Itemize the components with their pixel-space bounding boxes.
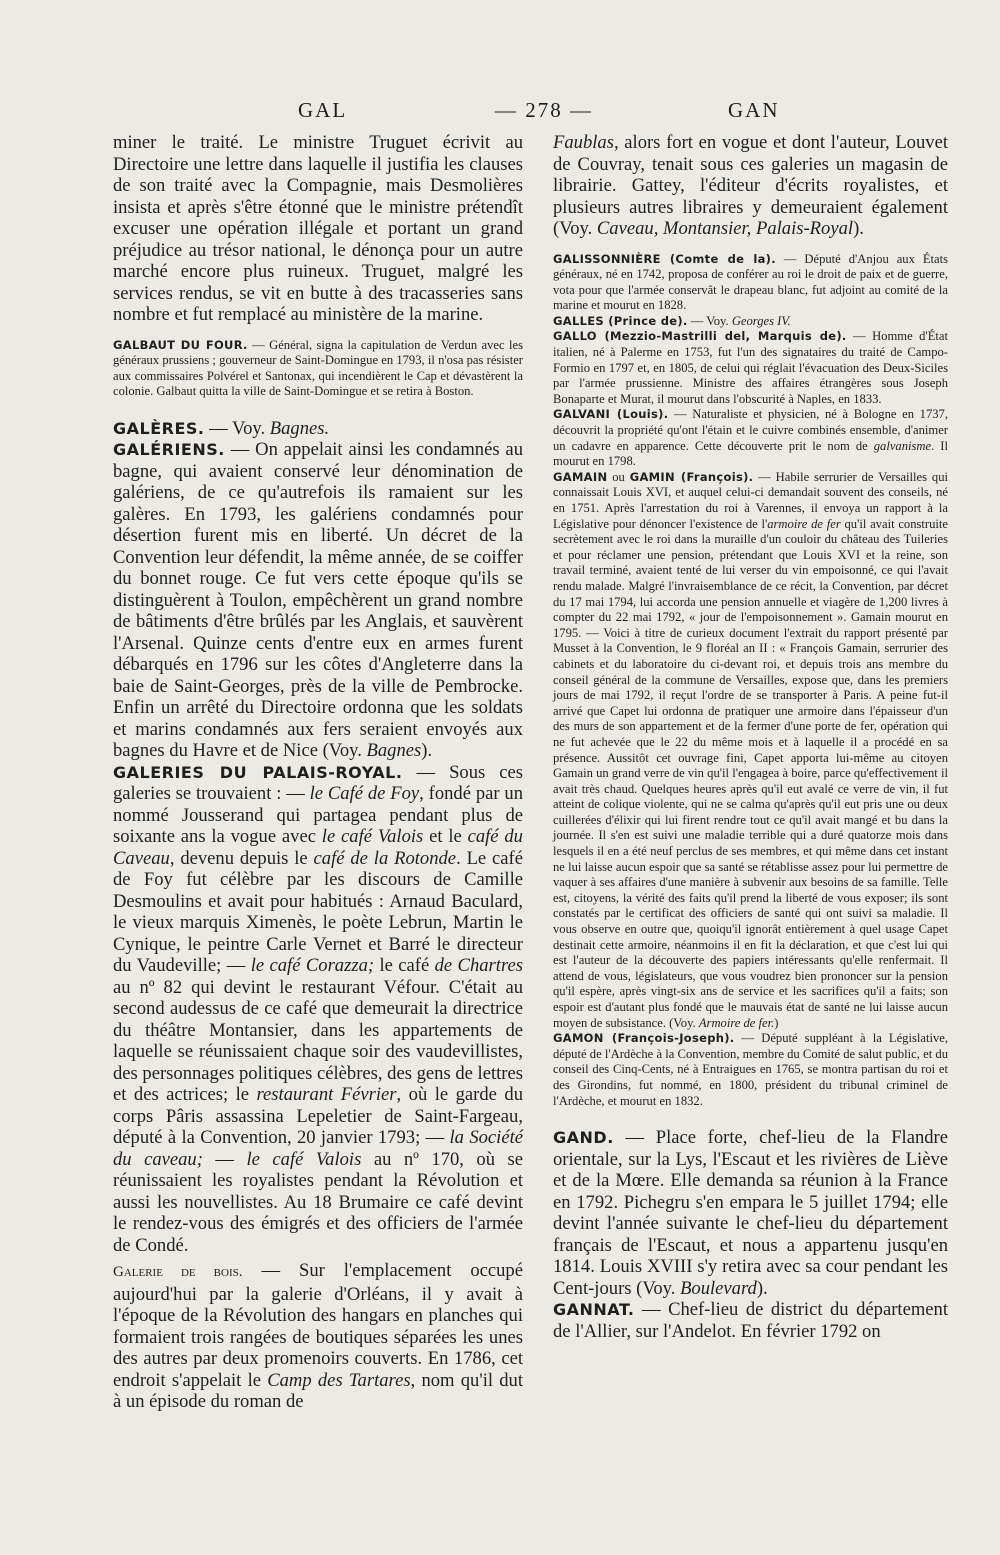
entry-text: , où le garde du corps Pâris assassina Lepeletier de Saint-Fargeau, député à la Convention, 20 janvier 1793; — bbox=[113, 1084, 524, 1149]
entry-text: ). bbox=[853, 218, 864, 239]
entry-text: ) bbox=[774, 1015, 779, 1030]
entry-galeriens bbox=[113, 439, 523, 762]
entry-continuation bbox=[553, 132, 948, 240]
italic-term: de Chartres bbox=[434, 955, 523, 977]
page-header bbox=[0, 98, 1000, 128]
entry-galles bbox=[553, 314, 948, 330]
entry-text: — Homme d'État italien, né à Palerme en 1753, fut l'un des signataires du traité de Campo-Formio en 1797 et, en 1805, de celui qui réglait l'évacuation des Deux-Siciles par l'armée prussienne. Ministre des affaires étrangères sous Joseph Bonaparte et Murat, il mourut dans l'obscurité à Naples, en 1833. bbox=[553, 329, 948, 406]
italic-term: galvanisme bbox=[873, 438, 932, 453]
entry-text: au nº 170, où se réunissaient les royalistes pendant la Révolution et aussi les nouvellistes. Au 18 Brumaire ce café devint le rendez-vous des émigrés et des officiers de l'armée de Condé. bbox=[113, 1148, 523, 1256]
entry-text: , devenu depuis le bbox=[169, 847, 314, 869]
headword: GALLO (Mezzio-Mastrilli del, Marquis de). bbox=[553, 329, 847, 344]
entry-text: au nº 82 qui devint le restaurant Véfour. C'était au second audessus de ce café que demeurait la directrice du théâtre Montansier, dans les appartements de laquelle se réunissaient chaque soir des vaudevillistes, des personnages politiques célèbres, des gens de lettres et des actrices; le bbox=[113, 976, 523, 1106]
headword: GALLES (Prince de). bbox=[553, 313, 688, 328]
entry-text: . Le café de Foy fut célèbre par les discours de Camille Desmoulins et avait pour habitués : Arnaud Baculard, le vieux marquis Ximenès, le poète Lebrun, Martin le Cynique, le peintre Carle Vernet et Barré le directeur du Vaudeville; — bbox=[113, 847, 523, 977]
entry-text: — On appelait ainsi les condamnés au bagne, qui avaient conservé leur dénomination de galériens, de ce qu'autrefois ils ramaient sur les galères. En 1793, les galériens condamnés pour désertion furent mis en liberté. Un décret de la Convention leur défendit, la même année, de se coiffer du bonnet rouge. Ce fut vers cette époque qu'ils se distinguèrent à Toulon, empêchèrent un grand nombre de bâtiments d'être brûlés par les Anglais, et sauvèrent l'Arsenal. Quinze cents d'entre eux en armes furent débarqués en 1796 sur les côtes d'Angleterre dans la baie de Saint-Georges, près de la ville de Pembrocke. Enfin un arrêté du Directoire ordonna que les soldats et marins condamnés aux fers seraient envoyés aux bagnes du Havre et de Nice (Voy. bbox=[113, 439, 523, 762]
entry-gannat bbox=[553, 1299, 948, 1342]
headword: GALVANI (Louis). bbox=[553, 407, 669, 422]
entry-text: — Sur l'emplacement occupé aujourd'hui par la galerie d'Orléans, il y avait à l'époque de la Révolution des hangars en planches qui formaient trois rangées de boutiques séparées les unes des autres par deux promenoirs couverts. En 1786, cet endroit s'appelait le bbox=[113, 1260, 523, 1391]
entry-text: qu'il avait construite secrètement avec le roi dans la muraille d'un couloir du château des Tuileries et pour réclamer une pension, prétendant que Louis XVI et la reine, son travail terminé, avaient tenté de lui verser du vin empoisonné, ce qui l'avait rendu malade. Malgré l'invraisemblance de ce récit, la Convention, par décret du 17 mai 1794, lui accorda une pension annuelle et viagère de 1,200 livres à compter du 22 mai 1792, « jour de l'empoisonnement ». Gamain mourut en 1795. — Voici à titre de curieux document l'extrait du rapport présenté par Musset à la Convention, le 9 floréal an II : « François Gamain, serrurier des cabinets et du laboratoire du ci-devant roi, et depuis trois ans membre du conseil général de la commune de Versailles, expose que, dans les premiers jours de mai 1792, il reçut l'ordre de se transporter à Paris. A peine fut-il arrivé que Capet lui ordonna de pratiquer une armoire dans l'épaisseur d'un des murs de son appartement et de la fermer d'une porte de fer, opération qui ne fut achevée que le 22 du même mois et à laquelle il a procédé en sa présence. Aussitôt cet ouvrage fini, Capet apporta lui-même au citoyen Gamain un grand verre de vin qu'il l'engagea à boire, parce qu'effectivement il avait très chaud. Quelques heures après qu'il eut avalé ce verre de vin, il fut atteint de colique violente, qui ne se calma qu'après qu'il eut pris une ou deux cuillerées d'élixir qui lui firent rendre tout ce qu'il avait mangé et bu dans la journée. Il s'en est suivi une maladie terrible qui a duré quatorze mois dans lesquels il en a été neuf perclus de ses membres, et qui même dans cet instant ne lui laisse aucun espoir que sa santé se rétablisse assez pour lui permettre de vaquer à ses affaires d'une manière à subvenir aux besoins de sa famille. Telle est, citoyens, la vérité des faits qu'il prend la liberté de vous exposer; ils sont constatés par le certificat des officiers de santé qui ont suivi sa maladie. Il vous observe en outre que, quoiqu'il ignorât entièrement à quel usage Capet destinait cette armoire, néanmoins il en fit la déclaration, et que c'est lui qui est l'auteur de la découverte des papiers intéressants qu'elle renfermait. Il attend de vous, législateurs, que vous voudrez bien prononcer sur la pension qu'il espère, après vingt-six ans de service et les sacrifices qu'il a faits; son espoir est d'autant plus fondé que le mauvais état de santé ne lui laisse aucun moyen de subsistance. (Voy. bbox=[553, 516, 948, 1030]
italic-term: Camp des Tartares bbox=[267, 1369, 411, 1391]
headword: GALERIES DU PALAIS-ROYAL. bbox=[113, 762, 403, 782]
entry-text: — Naturaliste et physicien, né à Bologne en 1737, découvrit la propriété qu'ont l'étain et le cuivre combinés ensemble, d'animer un cadavre en apparence. Cette découverte prit le nom de bbox=[553, 407, 948, 453]
entry-text: — Voy. bbox=[687, 313, 732, 328]
entry-text: — Place forte, chef-lieu de la Flandre orientale, sur la Lys, l'Escaut et les rivières de Liève et de la Mœre. Elle demanda sa réunion à la France en 1792. Pichegru s'en empara le 5 juillet 1794; elle devint l'année suivante le chef-lieu du département français de l'Escaut, et nous a appartenu jusqu'en 1814. Louis XVIII s'y retira avec sa cour pendant les Cent-jours (Voy. bbox=[553, 1127, 948, 1299]
headword: Galerie de bois. bbox=[113, 1264, 243, 1281]
entry-galbaut bbox=[113, 338, 523, 400]
running-head-left: GAL bbox=[298, 98, 348, 122]
left-column bbox=[113, 132, 523, 1413]
italic-term: le Café de Foy bbox=[309, 783, 420, 805]
entry-gamain bbox=[553, 470, 948, 1031]
entry-galeries-palais-royal bbox=[113, 762, 523, 1257]
headword: GALISSONNIÈRE (Comte de la). bbox=[553, 251, 776, 266]
entry-galvani bbox=[553, 407, 948, 469]
entry-text: , nom qu'il dut à un épisode du roman de bbox=[113, 1369, 524, 1413]
entry-text: ). bbox=[756, 1277, 768, 1299]
entry-gand bbox=[553, 1127, 948, 1299]
entry-gamon bbox=[553, 1031, 948, 1109]
entry-text: , alors fort en vogue et dont l'auteur, Louvet de Couvray, tenait sous ces galeries un magasin de librairie. Gattey, l'éditeur d'écrits royalistes, et plusieurs autres libraires y demeuraient également (Voy. bbox=[553, 132, 948, 239]
italic-term: café de la Rotonde bbox=[313, 847, 457, 869]
entry-text: ou bbox=[607, 469, 630, 484]
entry-text: et le bbox=[423, 826, 468, 848]
italic-term: Faublas bbox=[553, 132, 614, 153]
headword: GALÉRIENS. bbox=[113, 440, 225, 460]
entry-text: — Député d'Anjou aux États généraux, né en 1742, proposa de conférer au roi le droit de paix et de guerre, vota pour que l'armée conservât le drapeau blanc, fut adjoint au comité de la marine et mourut en 1828. bbox=[553, 251, 948, 313]
italic-term: le café Corazza; bbox=[250, 955, 375, 977]
entry-text: le café bbox=[374, 955, 435, 977]
italic-term: armoire de fer bbox=[767, 516, 841, 531]
italic-term: restaurant Février bbox=[256, 1084, 397, 1106]
entry-text: — Chef-lieu de district du département de l'Allier, sur l'Andelot. En février 1792 on bbox=[553, 1299, 948, 1342]
headword: GALBAUT DU FOUR. bbox=[113, 337, 248, 352]
entry-text: — bbox=[202, 1148, 247, 1170]
entry-continuation: miner le traité. Le ministre Truguet écrivit au Directoire une lettre dans laquelle il justifia les clauses de son traité avec la Compagnie, mais Desmolières insista et après s'être étonné que le ministre prétendît excuser une opération illégale et portant un grand préjudice au trésor national, le dénonça pour un autre marché encore plus ruineux. Truguet, malgré les services rendus, se vit en butte à des tracasseries sans nombre et fut remplacé au ministère de la marine. bbox=[113, 132, 523, 325]
cross-reference: Boulevard bbox=[680, 1277, 757, 1299]
headword: GAMAIN bbox=[553, 469, 608, 484]
entry-text: — Député suppléant à la Législative, député de l'Ardèche à la Convention, membre du Comité de salut public, et du conseil des Cinq-Cents, né à Entraigues en 1765, se montra partisan du roi et des Girondins, fut nommé, en 1800, président du tribunal criminel de l'Ardèche, et mourut en 1832. bbox=[553, 1031, 948, 1108]
entry-text-end: ). bbox=[421, 740, 433, 762]
headword: GAMIN (François). bbox=[629, 469, 754, 484]
italic-term: le café Valois bbox=[321, 826, 424, 848]
headword: GAMON (François-Joseph). bbox=[553, 1031, 735, 1046]
entry-galeres bbox=[113, 418, 523, 440]
entry-galerie-de-bois bbox=[113, 1260, 523, 1413]
headword: GAND. bbox=[553, 1128, 614, 1148]
cross-reference: Georges IV. bbox=[731, 313, 791, 328]
entry-gallo bbox=[553, 329, 948, 407]
italic-term: le café Valois bbox=[246, 1148, 362, 1170]
page-number: — 278 — bbox=[495, 98, 593, 122]
entry-galissonniere bbox=[553, 252, 948, 314]
entry-text: — Sous ces galeries se trouvaient : — bbox=[113, 761, 524, 805]
cross-reference: Bagnes. bbox=[269, 417, 330, 439]
entry-text: — Voy. bbox=[204, 417, 270, 439]
cross-reference: Bagnes bbox=[366, 740, 422, 762]
entry-text: . Il mourut en 1798. bbox=[553, 438, 948, 469]
entry-text: — Habile serrurier de Versailles qui connaissait Louis XVI, et auquel celui-ci demandait souvent des conseils, né en 1751. Après l'arrestation du roi à Varennes, il envoya un rapport à la Législative pour dénoncer l'existence de l' bbox=[553, 469, 948, 531]
right-column bbox=[553, 132, 948, 1342]
entry-text: , fondé par un nommé Jousserand qui partagea pendant plus de soixante ans la vogue avec bbox=[113, 783, 523, 848]
italic-term: café du Caveau bbox=[113, 826, 523, 869]
running-head-right: GAN bbox=[728, 98, 780, 122]
cross-reference: Caveau, Montansier, Palais-Royal bbox=[596, 218, 854, 239]
headword: GALÈRES. bbox=[113, 418, 205, 438]
headword: GANNAT. bbox=[553, 1300, 635, 1320]
italic-term: la Société du caveau; bbox=[113, 1127, 523, 1170]
entry-text: — Général, signa la capitulation de Verdun avec les généraux prussiens ; gouverneur de Saint-Domingue en 1793, il n'osa pas résister aux commissaires Polvérel et Santonax, qui incendièrent le Cap et dévastèrent la colonie. Galbaut quitta la ville de Saint-Domingue et se retira à Boston. bbox=[113, 337, 523, 399]
cross-reference: Armoire de fer. bbox=[698, 1015, 775, 1030]
